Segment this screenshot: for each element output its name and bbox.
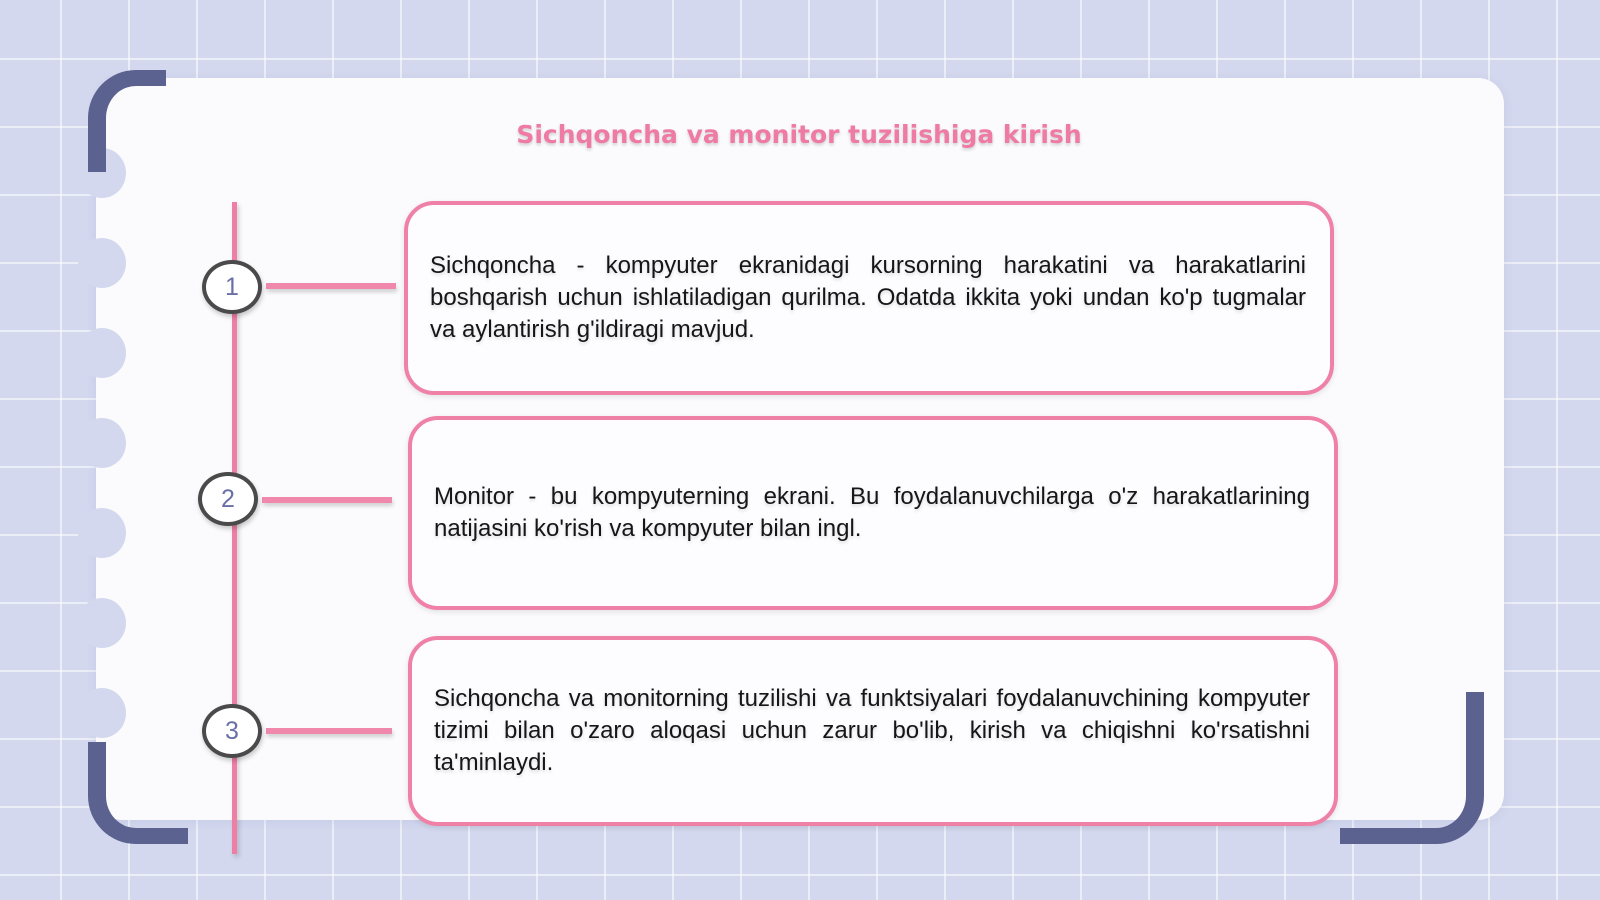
step-box-3 [408, 636, 1338, 826]
notebook-scallop [78, 508, 126, 558]
step-box-1 [404, 201, 1334, 395]
step-number-2: 2 [198, 472, 258, 526]
notebook-scallop [78, 688, 126, 738]
timeline-connector-2 [262, 497, 392, 503]
step-number-3: 3 [202, 704, 262, 758]
step-box-2 [408, 416, 1338, 610]
step-text-3: Sichqoncha va monitorning tuzilishi va funktsiyalari foydalanuvchining kompyuter tizimi bilan o'zaro aloqasi uchun zarur bo'lib, kirish va chiqishni ko'rsatishni ta'minlaydi. [434, 685, 1310, 776]
timeline-connector-1 [266, 283, 396, 289]
corner-bracket-bottom-left [88, 742, 188, 844]
notebook-scallop [78, 328, 126, 378]
notebook-scallop [78, 598, 126, 648]
slide-title: Sichqoncha va monitor tuzilishiga kirish [516, 120, 1082, 149]
notebook-scallop [78, 418, 126, 468]
step-text-2: Monitor - bu kompyuterning ekrani. Bu foydalanuvchilarga o'z harakatlarining natijasini ko'rish va kompyuter bilan ingl. [434, 483, 1310, 542]
step-number-1: 1 [202, 260, 262, 314]
step-text-1: Sichqoncha - kompyuter ekranidagi kursorning harakatini va harakatlarini boshqarish uchun ishlatiladigan qurilma. Odatda ikkita yoki undan ko'p tugmalar va aylantirish g'ildiragi mavjud. [430, 252, 1306, 343]
corner-bracket-top-left [88, 70, 166, 172]
notebook-scallop [78, 238, 126, 288]
timeline-connector-3 [266, 728, 392, 734]
corner-bracket-bottom-right [1340, 692, 1484, 844]
